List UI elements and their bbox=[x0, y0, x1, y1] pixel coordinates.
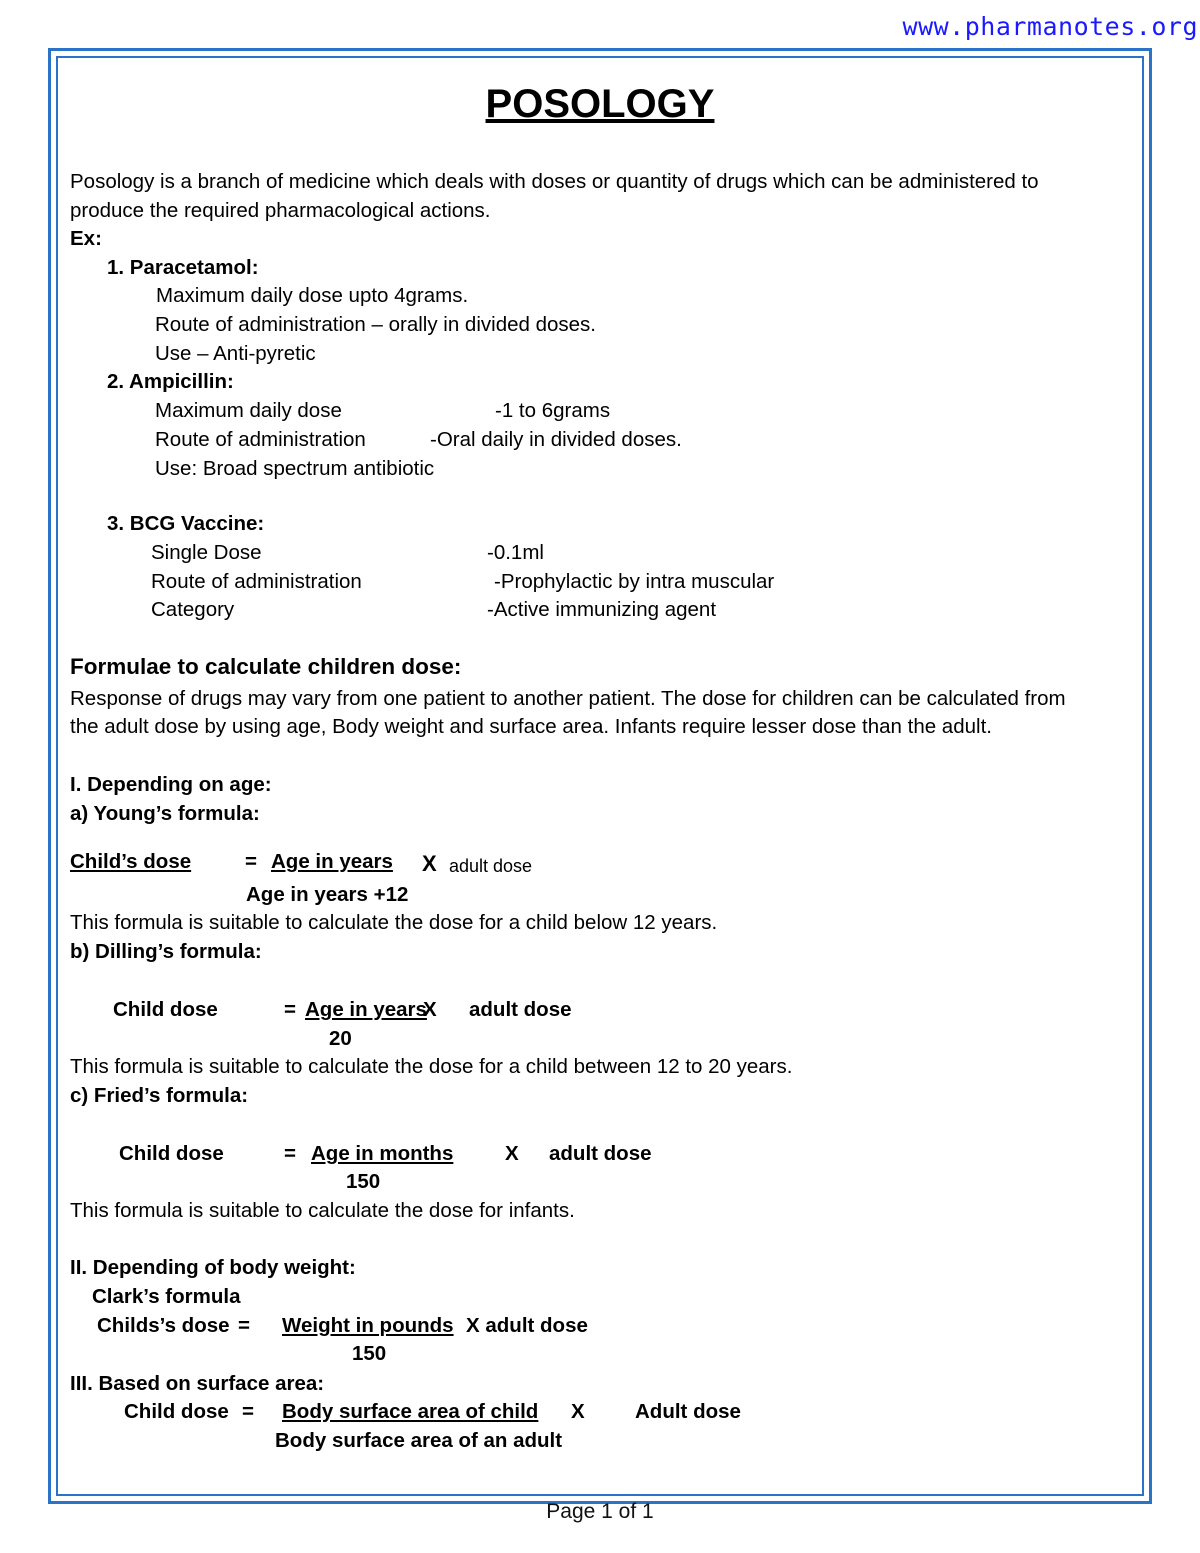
fried-numerator: Age in months bbox=[311, 1142, 454, 1165]
ampicillin-route-value: -Oral daily in divided doses. bbox=[430, 428, 682, 451]
ampicillin-dose-label: Maximum daily dose bbox=[155, 399, 342, 422]
surface-equals: = bbox=[242, 1400, 254, 1423]
dilling-equals: = bbox=[284, 998, 296, 1021]
fried-denominator: 150 bbox=[346, 1170, 381, 1193]
surface-factor: Adult dose bbox=[635, 1400, 741, 1423]
young-denominator: Age in years +12 bbox=[246, 883, 409, 906]
dilling-factor: adult dose bbox=[469, 998, 572, 1021]
bcg-route-label: Route of administration bbox=[151, 570, 362, 593]
clark-formula-heading: Clark’s formula bbox=[92, 1285, 241, 1308]
dilling-note: This formula is suitable to calculate the dose for a child between 12 to 20 years. bbox=[70, 1055, 793, 1078]
dilling-numerator: Age in years bbox=[305, 998, 427, 1021]
young-note: This formula is suitable to calculate the dose for a child below 12 years. bbox=[70, 911, 718, 934]
clark-equals: = bbox=[238, 1314, 250, 1337]
paracetamol-heading: 1. Paracetamol: bbox=[107, 256, 259, 279]
surface-times: X bbox=[571, 1400, 585, 1423]
surface-numerator: Body surface area of child bbox=[282, 1400, 539, 1423]
example-label: Ex: bbox=[70, 227, 102, 250]
intro-line-1: Posology is a branch of medicine which deals with doses or quantity of drugs which can be administered to bbox=[70, 170, 1039, 193]
ampicillin-route-label: Route of administration bbox=[155, 428, 366, 451]
fried-times: X bbox=[505, 1142, 519, 1165]
website-watermark: www.pharmanotes.org bbox=[902, 12, 1198, 41]
dilling-times: X bbox=[423, 998, 437, 1021]
clark-denominator: 150 bbox=[352, 1342, 387, 1365]
bcg-dose-label: Single Dose bbox=[151, 541, 262, 564]
dilling-denominator: 20 bbox=[329, 1027, 352, 1050]
surface-lhs: Child dose bbox=[124, 1400, 229, 1423]
fried-factor: adult dose bbox=[549, 1142, 652, 1165]
young-formula-heading: a) Young’s formula: bbox=[70, 802, 260, 825]
ampicillin-heading: 2. Ampicillin: bbox=[107, 370, 234, 393]
ampicillin-dose-value: -1 to 6grams bbox=[495, 399, 611, 422]
intro-line-2: produce the required pharmacological actions. bbox=[70, 199, 491, 222]
paracetamol-dose: Maximum daily dose upto 4grams. bbox=[156, 284, 469, 307]
page-title: POSOLOGY bbox=[485, 82, 715, 126]
young-numerator: Age in years bbox=[271, 850, 393, 873]
bcg-category-label: Category bbox=[151, 598, 235, 621]
young-lhs: Child’s dose bbox=[70, 850, 192, 873]
young-times: X bbox=[422, 851, 437, 876]
paracetamol-use: Use – Anti-pyretic bbox=[155, 342, 316, 365]
fried-equals: = bbox=[284, 1142, 296, 1165]
formulae-desc-line-2: the adult dose by using age, Body weight and surface area. Infants require lesser dose than the adult. bbox=[70, 715, 992, 738]
fried-formula-heading: c) Fried’s formula: bbox=[70, 1084, 249, 1107]
bcg-route-value: -Prophylactic by intra muscular bbox=[494, 570, 775, 593]
clark-numerator: Weight in pounds bbox=[282, 1314, 454, 1337]
young-factor: adult dose bbox=[449, 856, 533, 876]
young-equals: = bbox=[245, 850, 257, 873]
clark-lhs: Childs’s dose bbox=[97, 1314, 230, 1337]
page-number: Page 1 of 1 bbox=[546, 1500, 654, 1523]
formulae-heading: Formulae to calculate children dose: bbox=[70, 654, 462, 679]
ampicillin-use: Use: Broad spectrum antibiotic bbox=[155, 457, 435, 480]
surface-section-heading: III. Based on surface area: bbox=[70, 1372, 325, 1395]
bcg-heading: 3. BCG Vaccine: bbox=[107, 512, 265, 535]
bcg-dose-value: -0.1ml bbox=[487, 541, 544, 564]
dilling-lhs: Child dose bbox=[113, 998, 218, 1021]
formulae-desc-line-1: Response of drugs may vary from one patient to another patient. The dose for children can be calculated from bbox=[70, 687, 1066, 710]
clark-factor: X adult dose bbox=[466, 1314, 588, 1337]
bcg-category-value: -Active immunizing agent bbox=[487, 598, 717, 621]
fried-note: This formula is suitable to calculate the dose for infants. bbox=[70, 1199, 575, 1222]
fried-lhs: Child dose bbox=[119, 1142, 224, 1165]
paracetamol-route: Route of administration – orally in divided doses. bbox=[155, 313, 596, 336]
weight-section-heading: II. Depending of body weight: bbox=[70, 1256, 356, 1279]
dilling-formula-heading: b) Dilling’s formula: bbox=[70, 940, 262, 963]
age-section-heading: I. Depending on age: bbox=[70, 773, 272, 796]
surface-denominator: Body surface area of an adult bbox=[275, 1429, 563, 1452]
